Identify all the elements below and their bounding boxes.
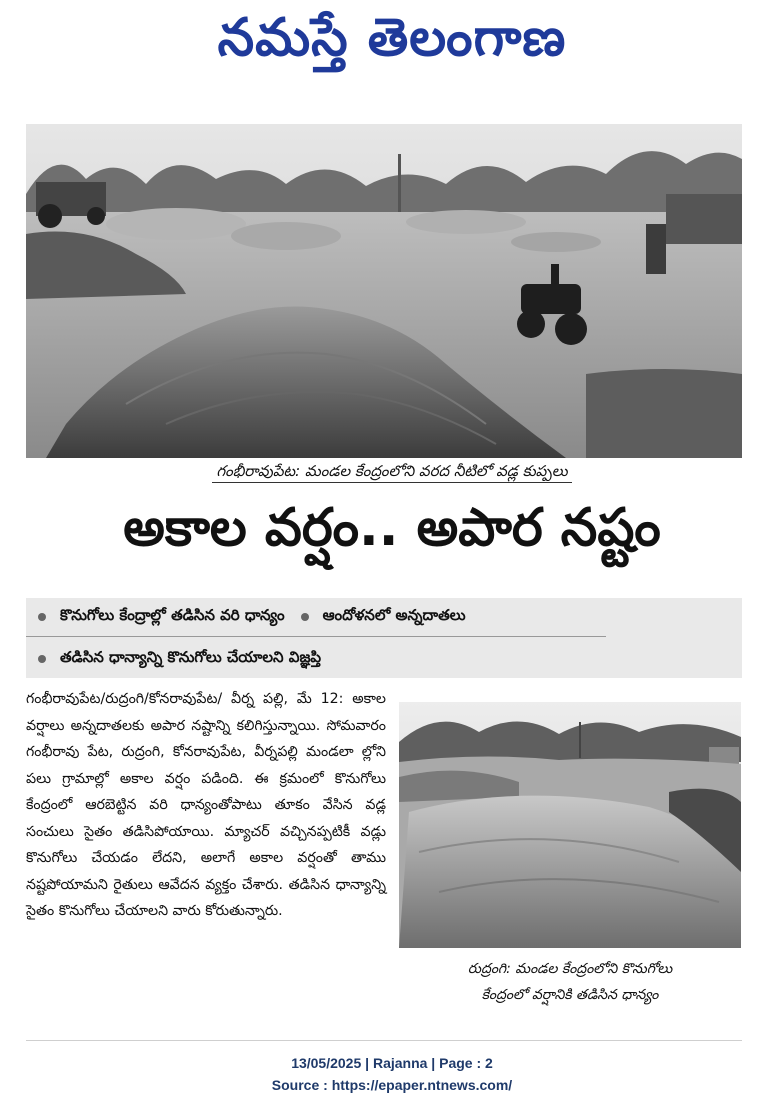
side-news-photo — [399, 702, 741, 948]
deck-row-2 — [26, 642, 321, 676]
side-photo-caption-line-2: కేంద్రంలో వర్షానికి తడిసిన ధాన్యం — [481, 987, 659, 1003]
top-photo-caption — [0, 462, 784, 484]
deck-row-1 — [26, 600, 466, 634]
masthead-title: నమస్తే తెలంగాణ — [217, 8, 567, 68]
deck-item-1: కొనుగోలు కేంద్రాల్లో తడిసిన వరి ధాన్యం — [60, 606, 285, 624]
footer-source-line: Source : https://epaper.ntnews.com/ — [271, 1077, 513, 1093]
footer-divider — [26, 1040, 742, 1041]
side-photo-caption-line-1: రుద్రంగి: మండల కేంద్రంలోని కొనుగోలు — [467, 961, 673, 977]
bullet-icon — [38, 613, 46, 621]
bullet-icon — [301, 613, 309, 621]
bullet-icon — [38, 655, 46, 663]
side-photo-caption — [399, 956, 741, 1008]
top-photo-caption-text: గంభీరావుపేట: మండల కేంద్రంలోని వరద నీటిలో వడ్ల కుప్పలు — [212, 462, 571, 483]
headline: అకాల వర్షం.. అపార నష్టం — [123, 498, 661, 558]
deck-item-2: ఆందోళనలో అన్నదాతలు — [322, 606, 466, 624]
article-body: గంభీరావుపేట/రుద్రంగి/కోనరావుపేట/ వీర్న పల్లి, మే 12: అకాల వర్షాలు అన్నదాతలకు అపార నష్టాన్ని కలిగిస్తున్నాయి. సోమవారం గంభీరావు పేట, రుద్రంగి, కోనరావుపేట, వీర్నపల్లి మండలా ల్లోని పలు గ్రామాల్లో అకాల వర్షం పడింది. ఈ క్రమంలో కొనుగోలు కేంద్రంలో ఆరబెట్టిన వరి ధాన్యంతోపాటు తూకం వేసిన వడ్ల సంచులు సైతం తడిసిపోయాయి. మ్యాచర్ వచ్చినప్పటికీ వడ్లు కొనుగోలు చేయడం లేదని, అలాగే అకాల వర్షంతో తాము నష్టపోయామని రైతులు ఆవేదన వ్యక్తం చేశారు. తడిసిన ధాన్యాన్ని సైతం కొనుగోలు చేయాలని వారు కోరుతున్నారు. — [26, 691, 386, 919]
deck-box — [26, 598, 742, 678]
footer — [0, 1052, 784, 1096]
deck-divider — [26, 636, 606, 637]
deck-item-3: తడిసిన ధాన్యాన్ని కొనుగోలు చేయాలని విజ్ఞప్తి — [60, 648, 322, 666]
top-news-photo — [26, 124, 742, 458]
footer-edition-line: 13/05/2025 | Rajanna | Page : 2 — [291, 1055, 493, 1071]
